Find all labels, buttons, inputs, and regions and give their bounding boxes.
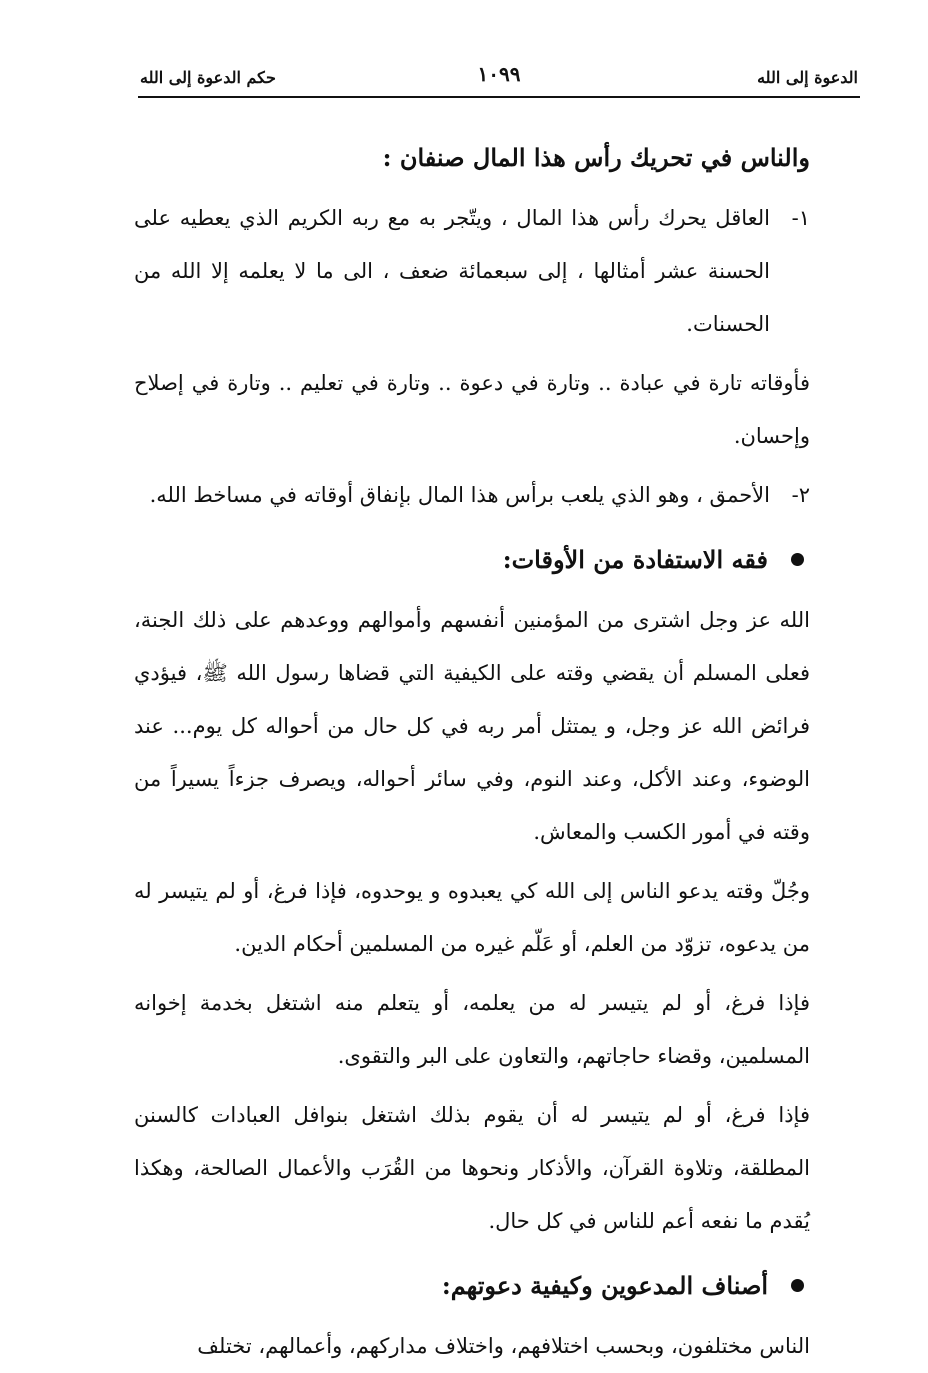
section-title: أصناف المدعوين وكيفية دعوتهم: bbox=[441, 1271, 768, 1300]
header-chapter-title: حكم الدعوة إلى الله bbox=[140, 68, 276, 87]
list-item-number: ١- bbox=[791, 206, 810, 230]
item-continuation-paragraph: فأوقاته تارة في عبادة .. وتارة في دعوة .. وتارة في تعليم .. وتارة في إصلاح وإحسان. bbox=[134, 371, 810, 448]
body-paragraph: فإذا فرغ، أو لم يتيسر له أن يقوم بذلك اشتغل بنوافل العبادات كالسنن المطلقة، وتلاوة القرآن، والأذكار ونحوها من القُرَب والأعمال الصالحة، وهكذا يُقدم ما نفعه أعم للناس في كل حال. bbox=[134, 1103, 810, 1233]
bullet-icon bbox=[791, 553, 804, 566]
body-paragraph: الله عز وجل اشترى من المؤمنين أنفسهم وأموالهم ووعدهم على ذلك الجنة، فعلى المسلم أن يقضي وقته على الكيفية التي قضاها رسول الله ﷺ، فيؤدي فرائض الله عز وجل، و يمتثل أمر ربه في كل حال من أحواله كل يوم... عند الوضوء، وعند الأكل، وعند النوم، وفي سائر أحواله، ويصرف جزءاً يسيراً من وقته في أمور الكسب والمعاش. bbox=[134, 608, 810, 844]
page-body bbox=[134, 130, 810, 1373]
body-paragraph: وجُلّ وقته يدعو الناس إلى الله كي يعبدوه و يوحدوه، فإذا فرغ، أو لم يتيسر له من يدعوه، تزوّد من العلم، أو عَلّم غيره من المسلمين أحكام الدين. bbox=[134, 879, 810, 956]
list-item bbox=[134, 192, 810, 351]
section-heading-invitees bbox=[134, 1258, 810, 1314]
page-number: ١٠٩٩ bbox=[477, 62, 521, 86]
running-header bbox=[140, 62, 858, 92]
bullet-icon bbox=[791, 1279, 804, 1292]
section-title: فقه الاستفادة من الأوقات: bbox=[502, 545, 768, 574]
list-item bbox=[134, 469, 810, 522]
header-book-title: الدعوة إلى الله bbox=[757, 68, 858, 87]
list-item-text: العاقل يحرك رأس هذا المال ، ويتّجر به مع ربه الكريم الذي يعطيه على الحسنة عشر أمثالها ، إلى سبعمائة ضعف ، الى ما لا يعلمه إلا الله من الحسنات. bbox=[134, 206, 770, 336]
list-item-text: الأحمق ، وهو الذي يلعب برأس هذا المال بإنفاق أوقاته في مساخط الله. bbox=[149, 483, 770, 507]
section-heading-time-usage bbox=[134, 532, 810, 588]
header-divider bbox=[138, 96, 860, 98]
list-item-number: ٢- bbox=[791, 483, 810, 507]
heading-two-types: والناس في تحريك رأس هذا المال صنفان : bbox=[382, 143, 810, 172]
body-paragraph: الناس مختلفون، وبحسب اختلافهم، واختلاف مداركهم، وأعمالهم، تختلف bbox=[197, 1334, 810, 1358]
body-paragraph: فإذا فرغ، أو لم يتيسر له من يعلمه، أو يتعلم منه اشتغل بخدمة إخوانه المسلمين، وقضاء حاجاتهم، والتعاون على البر والتقوى. bbox=[134, 991, 810, 1068]
